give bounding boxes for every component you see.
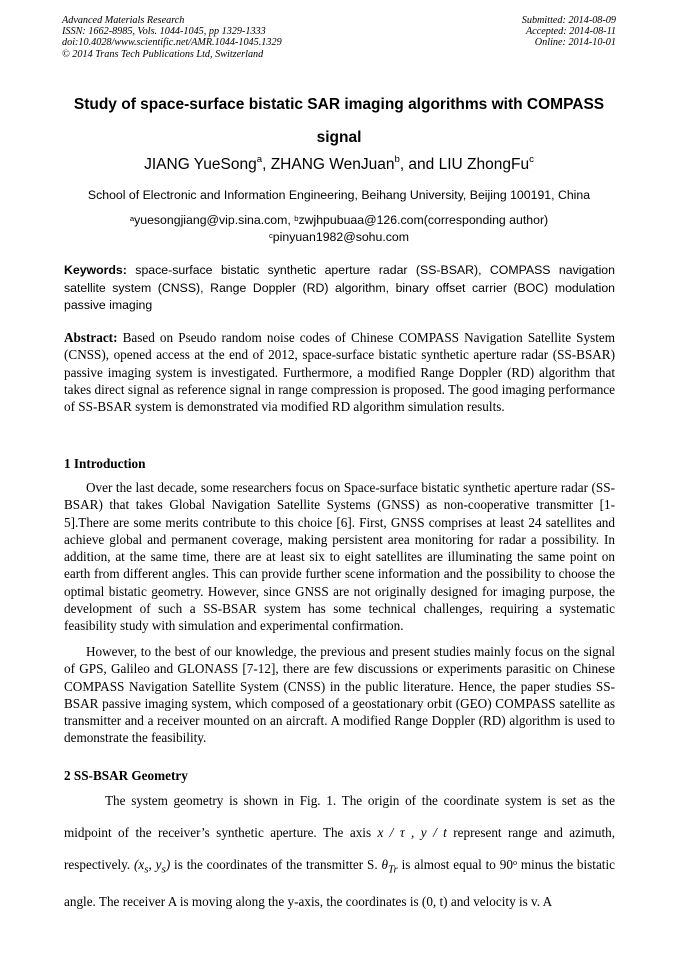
author-3: LIU ZhongFu — [438, 156, 530, 173]
section-2-heading: 2 SS-BSAR Geometry — [64, 768, 188, 783]
geometry-text: represent range and azimuth, respectively. — [64, 825, 615, 872]
email-3: pinyuan1982@sohu.com — [272, 230, 410, 244]
geometry-paragraph — [64, 785, 615, 918]
keywords-block — [64, 262, 615, 315]
author-1: JIANG YueSong — [144, 156, 257, 173]
email-3-mark: c — [268, 231, 273, 241]
intro-paragraph-2: However, to the best of our knowledge, the previous and present studies mainly focus on the signal of GPS, Galileo and GLONASS [7-12], there are few discussions or experiments parasitic on Chinese COMPASS Navigation Satellite System (CNSS) in the public literature. Hence, the paper studies SS-BSAR passive imaging system, which composed of a geostationary orbit (GEO) COMPASS satellite as transmitter and a receiver mounted on an aircraft. A modified Range Doppler (RD) algorithm is used to demonstrate the feasibility. — [64, 644, 615, 746]
keywords-label: Keywords: — [64, 263, 127, 277]
email-line-2 — [40, 229, 638, 246]
author-list — [40, 156, 638, 174]
doi: doi:10.4028/www.scientific.net/AMR.1044-1045.1329 — [62, 37, 282, 49]
email-2-mark: b — [294, 214, 299, 224]
abstract-label: Abstract: — [64, 330, 118, 345]
dates-info — [522, 15, 616, 49]
degree-mark: o — [512, 858, 518, 868]
author-3-mark: c — [529, 154, 534, 166]
author-1-mark: a — [256, 154, 263, 166]
email-2: zwjhpubuaa@126.com(corresponding author) — [298, 213, 549, 227]
paper-title — [50, 88, 628, 154]
range-axis-symbol: x / τ — [377, 825, 405, 840]
transmitter-coords-symbol: ($x_s$, $y_s$) — [134, 857, 171, 876]
email-1: yuesongjiang@vip.sina.com, — [134, 213, 295, 227]
title-line-2: signal — [316, 129, 362, 146]
journal-info — [62, 15, 282, 60]
email-block — [40, 212, 638, 246]
intro-paragraph-1: Over the last decade, some researchers focus on Space-surface bistatic synthetic aperture radar (SS-BSAR) that takes Global Navigation Satellite Systems (GNSS) as non-cooperative transmitter [1-5].There are some merits contribute to this choice [6]. First, GNSS comprises at least 24 satellites and achieve global and permanent coverage, making persistent area monitoring for radar a possibility. In addition, at the same time, there are at least six to eight satellites are illuminating the same point on earth from different angles. This can provide further scene information and the possibility to choose the optimal bistatic geometry. However, since GNSS are not originally designed for imaging purpose, the development of such a SS-BSAR system has some technical challenges, requiring a systematic feasibility study with simulation and experimental confirmation. — [64, 480, 615, 634]
copyright: © 2014 Trans Tech Publications Ltd, Switzerland — [62, 48, 264, 60]
geometry-text: minus the bistatic angle. The receiver A is moving along the y-axis, the coordinates is (0, t) and velocity is v. A — [64, 857, 615, 909]
theta-symbol: $\theta_{Tr}$ — [381, 857, 398, 876]
geometry-text: The system geometry is shown in Fig. 1. The origin of the coordinate system is set as the midpoint of the receiver’s synthetic aperture. The axis — [64, 793, 615, 840]
author-2-mark: b — [394, 154, 400, 166]
submitted-date: Submitted: 2014-08-09 — [521, 15, 616, 26]
abstract-text: Based on Pseudo random noise codes of Chinese COMPASS Navigation Satellite System (CNSS), opened access at the end of 2012, space-surface bistatic synthetic aperture radar (SS-BSAR) passive imaging system is investigated. Furthermore, a modified Range Doppler (RD) algorithm that takes direct signal as reference signal in range compression is proposed. The good imaging performance of SS-BSAR system is demonstrated via modified RD algorithm simulation results. — [64, 330, 615, 415]
geometry-text: is almost equal to 90 — [397, 857, 513, 872]
section-1-heading: 1 Introduction — [64, 456, 146, 471]
email-line-1 — [40, 212, 638, 229]
geometry-text: is the coordinates of the transmitter S. — [170, 857, 382, 872]
online-date: Online: 2014-10-01 — [534, 37, 616, 49]
author-separator: , and — [399, 156, 439, 173]
azimuth-axis-symbol: y / t — [420, 825, 447, 840]
author-2: ZHANG WenJuan — [270, 156, 395, 173]
journal-name: Advanced Materials Research — [62, 15, 185, 26]
keywords-text: space-surface bistatic synthetic aperture radar (SS-BSAR), COMPASS navigation satellite system (CNSS), Range Doppler (RD) algorithm, binary offset carrier (BOC) modulation passive imaging — [64, 263, 615, 312]
accepted-date: Accepted: 2014-08-11 — [525, 26, 616, 38]
issn: ISSN: 1662-8985, Vols. 1044-1045, pp 1329-1333 — [62, 26, 266, 38]
affiliation: School of Electronic and Information Engineering, Beihang University, Beijing 100191, China — [87, 188, 591, 202]
title-line-1: Study of space-surface bistatic SAR imaging algorithms with COMPASS — [73, 96, 605, 113]
author-separator: , — [262, 156, 271, 173]
geometry-text: , — [404, 825, 421, 840]
abstract-block — [64, 329, 615, 415]
email-1-mark: a — [129, 214, 135, 224]
